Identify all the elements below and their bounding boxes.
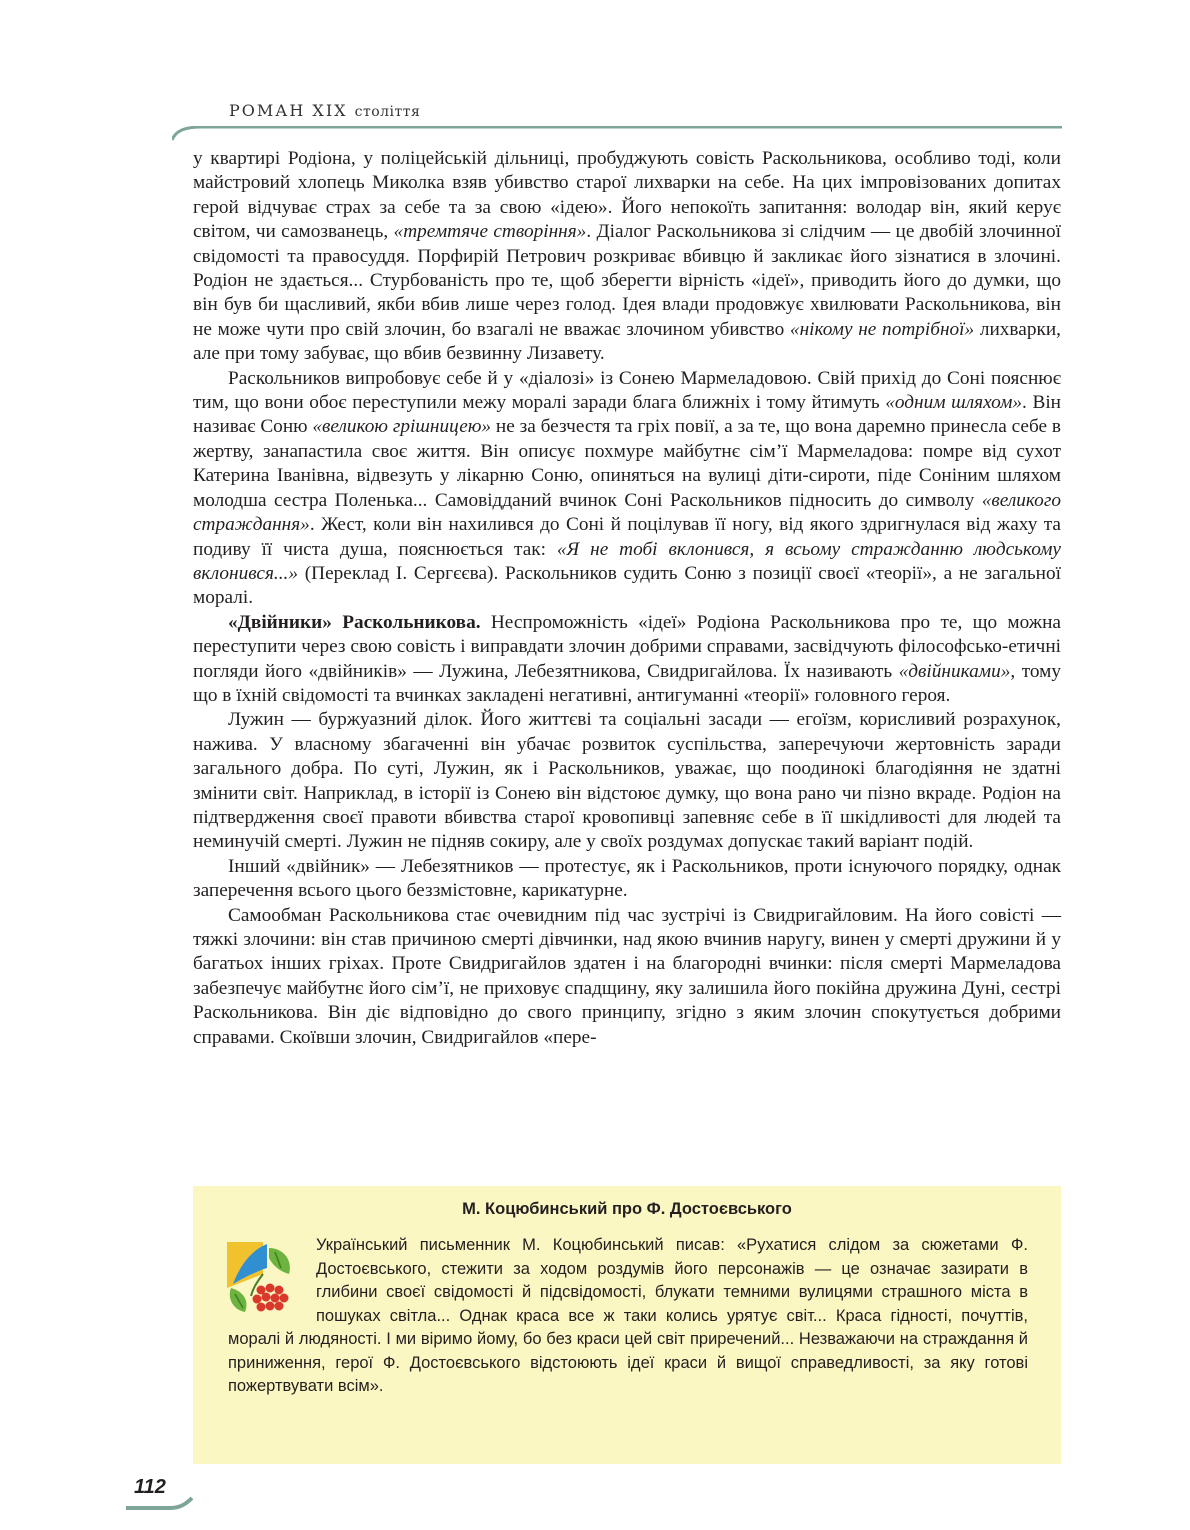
quote-phrase: «двійниками»: [898, 660, 1011, 682]
text-run: лихварки, але при тому забуває, що вбив безвинну Лизавету.: [193, 318, 1061, 365]
text-run: Інший «двійник» — Лебезятников — протестує, як і Раскольников, проти існуючого порядку, однак заперечення всього цього беззмістовне, карикатурне.: [193, 855, 1061, 902]
text-run: Неспроможність «ідеї» Родіона Раскольникова про те, що можна переступити через свою совість і виправдати злочин добрими справами, засвідчують філософсько-етичні погляди його «двійників» — Лужина, Лебезятникова, Свидригайлова. Їх називають: [193, 611, 1061, 682]
section-heading: «Двійники» Раскольникова.: [228, 611, 481, 633]
text-run: не за безчестя та гріх повії, а за те, що вона даремно принесла себе в жертву, занапастила своє життя. Він описує похмуре майбутнє сім’ї Мармеладова: помре від сухот Катерина Іванівна, відвезуть у лікарню Соню, опиняться на вулиці діти-сироти, піде Соніним шляхом молодша сестра Поленька... Самовідданий вчинок Соні Раскольников підносить до символу: [193, 416, 1061, 511]
quote-box: [193, 1186, 1061, 1464]
text-run: , тому що в їхній свідомості та вчинках закладені негативні, антигуманні «теорії» головного героя.: [193, 660, 1061, 706]
quote-phrase: «одним шляхом»: [885, 392, 1023, 414]
quote-phrase: «великою грішницею»: [312, 416, 492, 438]
text-run: Раскольников випробовує себе й у «діалозі» із Сонею Мармеладовою. Свій прихід до Соні пояснює тим, що вони обоє переступили межу моралі заради блага ближніх і тому йтимуть: [193, 367, 1061, 414]
paragraph: [193, 904, 1061, 1050]
quote-phrase: «Я не тобі вклонився, я всьому стражданню людському вклонився...»: [193, 538, 1061, 584]
quote-text: Український письменник М. Коцюбинський писав: «Рухатися слідом за сюжетами Ф. Достоєвського, стежити за ходом роздумів його персонажів — це означає зазирати в глибини своєї свідомості й підсвідомості, блукати темними вулицями страшного міста в пошуках світла... Однак краса все ж таки колись урятує світ... Краса гідності, почуттів, моралі й людяності. І ми віримо йому, бо без краси цей світ приречений... Незважаючи на страждання й приниження, герої Ф. Достоєвського відстоюють ідеї краси й вищої справедливості, за яку готові пожертвувати всім».: [228, 1236, 1028, 1395]
quote-phrase: «тремтяче створіння»: [393, 221, 587, 243]
main-text: [193, 147, 1061, 1050]
quote-phrase: «великого страждання»: [193, 489, 1061, 536]
text-run: у квартирі Родіона, у поліцейській дільниці, пробуджують совість Раскольникова, особливо тоді, коли майстровий хлопець Миколка взяв убивство старої лихварки на себе. На цих імпровізованих допитах герой відчуває страх за себе та за свою «ідею». Його непокоїть запитання: володар він, який керує світом, чи самозванець,: [193, 148, 1061, 243]
paragraph: [193, 708, 1061, 854]
quote-phrase: «нікому не потрібної»: [789, 318, 975, 340]
viburnum-icon: [223, 1238, 295, 1316]
text-run: Самообман Раскольникова стає очевидним під час зустрічі із Свидригайловим. На його совісті — тяжкі злочини: він став причиною смерті дівчинки, над якою вчинив наругу, винен у смерті дружини й у багатьох інших гріхах. Проте Свидригайлов здатен і на благородні вчинки: після смерті Мармеладова забезпечує майбутнє його сім’ї, не приховує спадщину, яку залишила його покійна дружина Дуні, сестрі Раскольникова. Він діє відповідно до свого принципу, згідно з яким злочин спокутується добрими справами. Скоївши злочин, Свидригайлов «пере-: [193, 904, 1061, 1048]
page-number: 112: [134, 1476, 166, 1498]
paragraph: [193, 855, 1061, 904]
text-run: . Діалог Раскольникова зі слідчим — це двобій злочинної свідомості та правосуддя. Порфирій Петрович розкриває вбивцю й закликає його зізнатися в злочині. Родіон не здається... Стурбованість про те, щоб зберегти вірність «ідеї», приводить його до думки, що він був би щасливий, якби вбив лише через голод. Ідея влади продовжує хвилювати Раскольникова, він не може чути про свій злочин, бо взагалі не вважає злочином убивство: [193, 221, 1061, 340]
footer-rule: [126, 1496, 196, 1510]
paragraph: [193, 611, 1061, 709]
quote-box-text: [228, 1234, 1028, 1399]
text-run: . Він називає Соню: [193, 392, 1061, 438]
text-run: (Переклад І. Сергєєва). Раскольников судить Соню з позиції своєї «теорії», а не загальної моралі.: [193, 562, 1061, 609]
text-run: Лужин — буржуазний ділок. Його життєві та соціальні засади — егоїзм, корисливий розрахунок, нажива. У власному збагаченні він убачає розвиток суспільства, заперечуючи жертовність заради загального добра. По суті, Лужин, як і Раскольников, уважає, що поодинокі благодіяння не здатні змінити світ. Наприклад, в історії із Сонею він відстоює думку, що вона рано чи пізно вкраде. Родіон на підтвердження своєї правоти вбивства старої кровопивці запевняє себе в її шкідливості для людей та неминучій смерті. Лужин не підняв сокиру, але у своїх роздумах допускає такий варіант подій.: [193, 709, 1061, 853]
paragraph: [193, 147, 1061, 367]
running-head: [229, 101, 420, 120]
paragraph: [193, 367, 1061, 611]
quote-box-title: М. Коцюбинський про Ф. Достоєвського: [462, 1200, 792, 1218]
running-head-main: РОМАН XIX: [229, 101, 348, 120]
running-head-small: століття: [354, 104, 421, 120]
text-run: . Жест, коли він нахилився до Соні й поцілував її ногу, від якого здригнулася від жаху та подиву її чиста душа, пояснюється так:: [193, 514, 1061, 560]
